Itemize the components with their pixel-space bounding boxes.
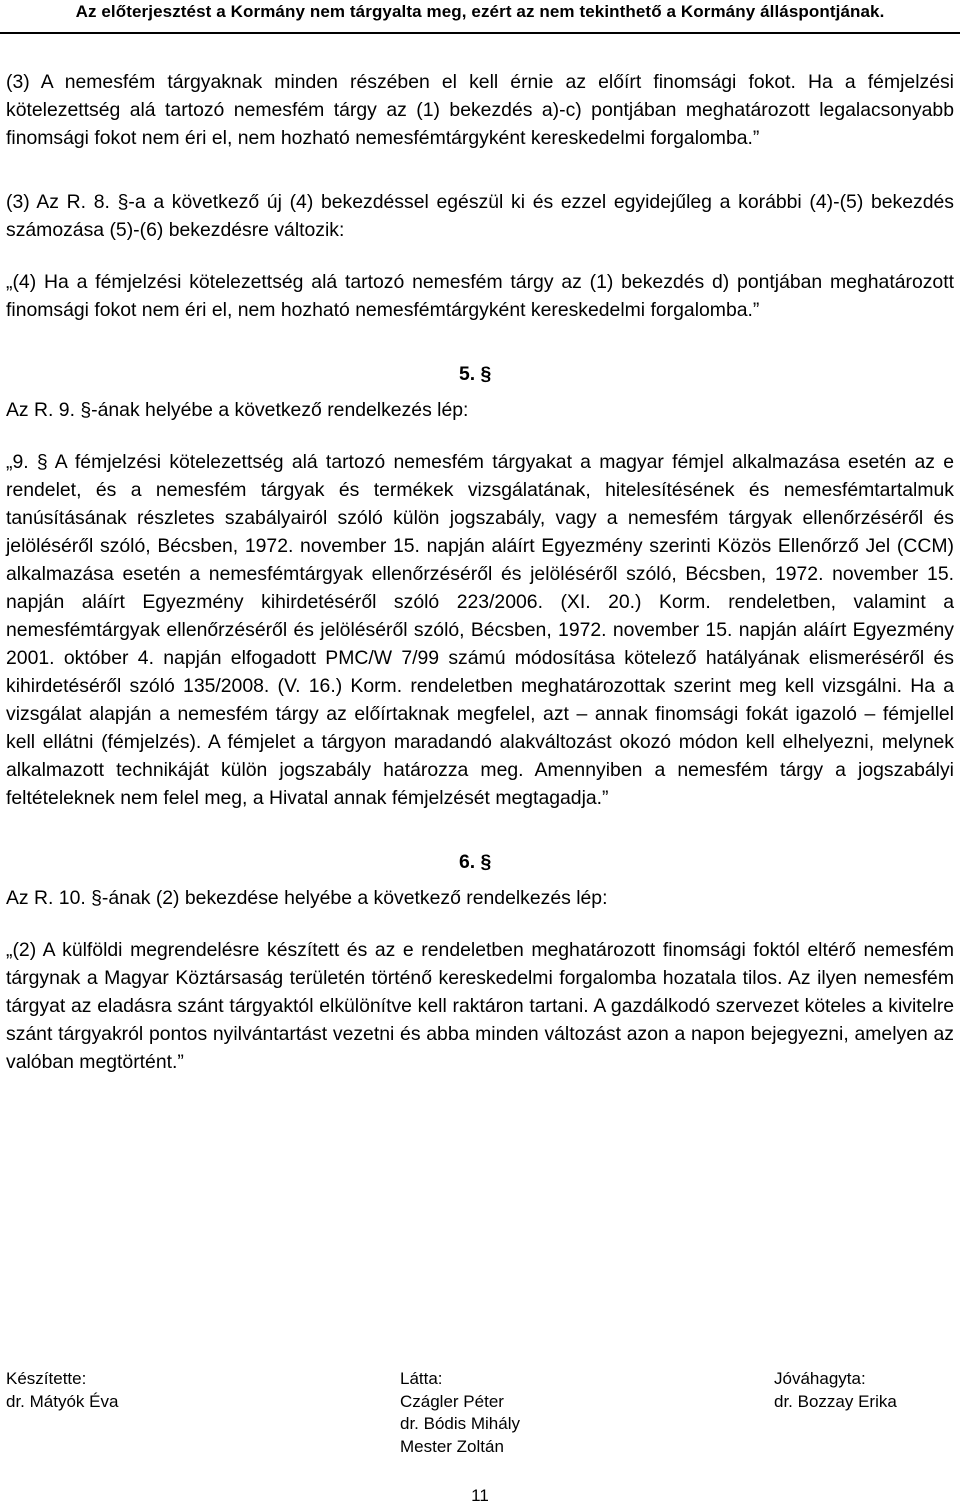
paragraph-section-9: „9. § A fémjelzési kötelezettség alá tartozó nemesfém tárgyakat a magyar fémjel alkalmazása esetén az e rendelet, és a nemesfém tárgyak és termékek vizsgálatának, hitelesítésének és nemesfémtartalmuk tanúsításának részletes szabályairól szóló külön jogszabály, vagy a nemesfém tárgyak ellenőrzéséről és jelöléséről szóló, Bécsben, 1972. november 15. napján aláírt Egyezmény szerinti Közös Ellenőrző Jel (CCM) alkalmazása esetén a nemesfémtárgyak ellenőrzéséről és jelöléséről szóló, Bécsben, 1972. november 15. napján aláírt Egyezmény kihirdetéséről szóló 223/2006. (XI. 20.) Korm. rendeletben, valamint a nemesfémtárgyak ellenőrzéséről és jelöléséről szóló, Bécsben, 1972. november 15. napján aláírt Egyezmény 2001. október 4. napján elfogadott PMC/W 7/99 számú módosítása kötelező hatályának elismeréséről és kihirdetéséről szóló 135/2008. (V. 16.) Korm. rendeletben meghatározottak szerint meg kell vizsgálni. Ha a vizsgálat alapján a nemesfém tárgy az előírtaknak megfelel, azt – annak finomsági fokát igazoló – fémjellel kell ellátni (fémjelzés). A fémjelet a tárgyon maradandó alakváltozást okozó módon kell elhelyezni, melynek alkalmazott technikáját külön jogszabály határozza meg. Amennyiben a nemesfém tárgy a jogszabályi feltételeknek nem felel meg, a Hivatal annak fémjelzését megtagadja.” [6,451,954,809]
seen-name: Czágler Péter [400,1391,504,1411]
paragraph-10-2: „(2) A külföldi megrendelésre készített és az e rendeletben meghatározott finomsági foktól eltérő nemesfém tárgynak a Magyar Köztársaság területén történő kereskedelmi forgalomba hozatala tilos. Az ilyen nemesfém tárgyat az eladásra szánt tárgyaktól elkülönítve kell raktáron tartani. A gazdálkodó szervezet köteles a kivitelre szánt tárgyakról pontos nyilvántartást vezetni és abba minden változást azon a napon bejegyezni, amelyen az valóban megtörtént.” [6,939,954,1073]
seen-name: Mester Zoltán [400,1436,504,1456]
signature-seen [400,1368,520,1458]
document-body [6,68,954,1076]
seen-name: dr. Bódis Mihály [400,1414,520,1433]
prepared-label: Készítette: [6,1369,87,1388]
approved-name: dr. Bozzay Erika [774,1391,897,1411]
signature-approved [774,1368,897,1413]
paragraph-amend-8: (3) Az R. 8. §-a a következő új (4) bekezdéssel egészül ki és ezzel egyidejűleg a korábbi (4)-(5) bekezdés számozása (5)-(6) bekezdésre változik: [6,191,954,241]
paragraph-amend-9: Az R. 9. §-ának helyébe a következő rendelkezés lép: [6,399,469,421]
seen-label: Látta: [400,1369,443,1388]
approved-label: Jóváhagyta: [774,1369,866,1388]
page-number: 11 [471,1486,489,1505]
signature-prepared [6,1368,118,1413]
section-6-heading: 6. § [459,851,492,873]
header-notice: Az előterjesztést a Kormány nem tárgyalta meg, ezért az nem tekinthető a Kormány álláspontjának. [75,2,885,21]
prepared-name: dr. Mátyók Éva [6,1391,119,1411]
header-divider [0,32,960,34]
paragraph-new-4: „(4) Ha a fémjelzési kötelezettség alá tartozó nemesfém tárgy az (1) bekezdés d) pontjában meghatározott finomsági fokot nem éri el, nem hozható nemesfémtárgyként kereskedelmi forgalomba.” [6,271,954,321]
paragraph-amend-10: Az R. 10. §-ának (2) bekezdése helyébe a következő rendelkezés lép: [6,887,608,909]
paragraph-3-fineness: (3) A nemesfém tárgyaknak minden részében el kell érnie az előírt finomsági fokot. Ha a fémjelzési kötelezettség alá tartozó nemesfém tárgy az (1) bekezdés a)-c) pontjában meghatározott legalacsonyabb finomsági fokot nem éri el, nem hozható nemesfémtárgyként kereskedelmi forgalomba.” [6,71,954,149]
section-5-heading: 5. § [459,363,492,385]
